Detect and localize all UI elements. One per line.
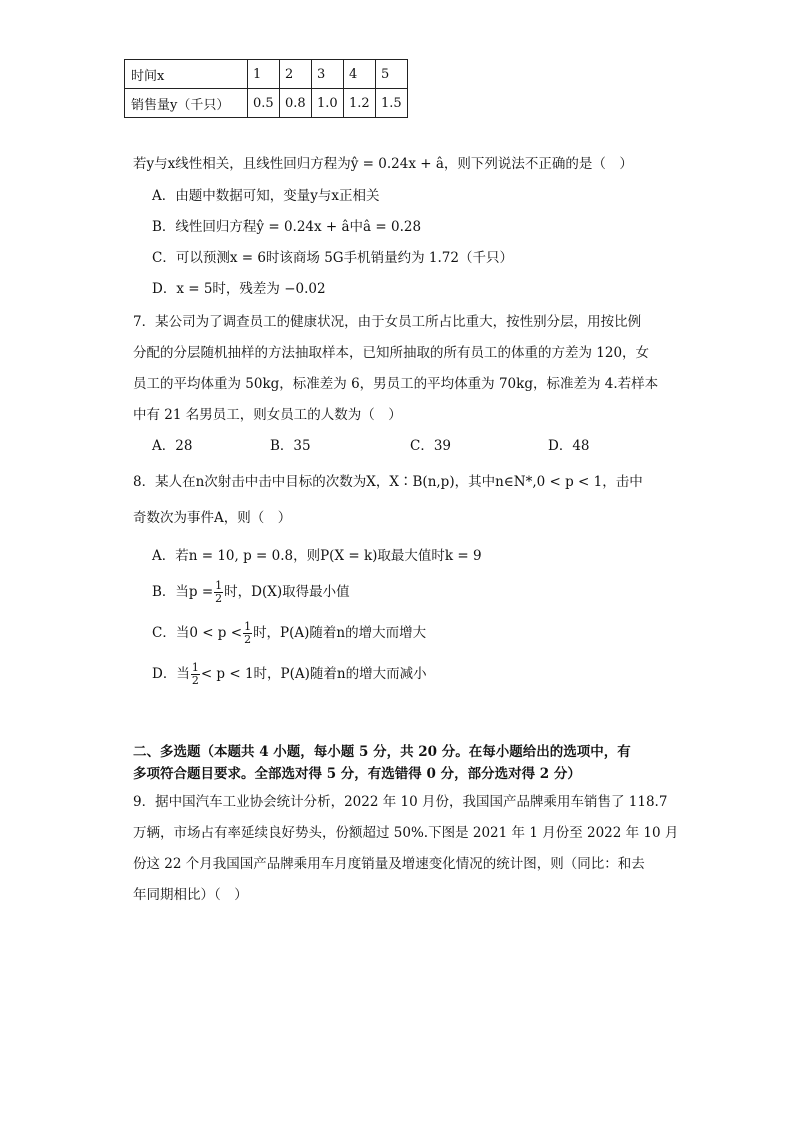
table-row <box>125 89 408 118</box>
q8-line-2: 奇数次为事件A，则（ ） <box>133 510 292 526</box>
q8-option-b-suffix: 时，D(X)取得最小值 <box>224 584 350 600</box>
q7-line-4: 中有 21 名男员工，则女员工的人数为（ ） <box>133 407 402 423</box>
q9-line-3: 份这 22 个月我国国产品牌乘用车月度销量及增速变化情况的统计图，则（同比：和去 <box>133 856 645 872</box>
q7-option-a: A．28 <box>152 438 193 454</box>
table-cell: 1.2 <box>344 89 376 118</box>
fraction-denominator: 2 <box>244 633 252 646</box>
table-cell: 0.5 <box>248 89 280 118</box>
table-cell: 1.5 <box>376 89 408 118</box>
table-cell: 1.0 <box>312 89 344 118</box>
q8-option-b-prefix: B．当p = <box>152 584 214 600</box>
table-cell: 1 <box>248 60 280 89</box>
q8-option-c-suffix: 时，P(A)随着n的增大而增大 <box>253 625 427 641</box>
q7-line-2: 分配的分层随机抽样的方法抽取样本，已知所抽取的所有员工的体重的方差为 120，女 <box>133 345 650 361</box>
fraction-denominator: 2 <box>191 674 199 687</box>
q9-line-4: 年同期相比）（ ） <box>133 887 248 903</box>
q7-option-c: C．39 <box>410 438 452 454</box>
table-header-cell: 销售量y（千只） <box>125 89 248 118</box>
table-cell: 2 <box>280 60 312 89</box>
q7-line-3: 员工的平均体重为 50kg，标准差为 6，男员工的平均体重为 70kg，标准差为 4.若样本 <box>133 376 659 392</box>
table-row <box>125 60 408 89</box>
table-cell: 3 <box>312 60 344 89</box>
section-heading-line-2: 多项符合题目要求。全部选对得 5 分，有选错得 0 分，部分选对得 2 分） <box>133 766 581 782</box>
q8-option-b <box>152 580 350 605</box>
q6-option-d: D．x = 5时，残差为 −0.02 <box>152 281 326 297</box>
table-header-cell: 时间x <box>125 60 248 89</box>
q6-option-c: C．可以预测x = 6时该商场 5G手机销量约为 1.72（千只） <box>152 250 513 266</box>
q7-option-b: B．35 <box>270 438 311 454</box>
fraction-denominator: 2 <box>215 592 223 605</box>
q9-line-1: 9．据中国汽车工业协会统计分析，2022 年 10 月份，我国国产品牌乘用车销售了 118.7 <box>133 794 668 810</box>
q6-stem: 若y与x线性相关，且线性回归方程为ŷ = 0.24x + â，则下列说法不正确的是（ ） <box>133 156 633 172</box>
fraction <box>243 621 252 646</box>
table-cell: 0.8 <box>280 89 312 118</box>
data-table <box>124 59 408 118</box>
fraction-numerator: 1 <box>215 579 223 592</box>
q6-option-b: B．线性回归方程ŷ = 0.24x + â中â = 0.28 <box>152 219 422 235</box>
fraction-numerator: 1 <box>191 661 199 674</box>
table-cell: 4 <box>344 60 376 89</box>
q9-line-2: 万辆，市场占有率延续良好势头，份额超过 50%.下图是 2021 年 1 月份至 2022 年 10 月 <box>133 825 679 841</box>
q8-option-d-suffix: < p < 1时，P(A)随着n的增大而减小 <box>200 666 427 682</box>
fraction <box>191 662 200 687</box>
table-cell: 5 <box>376 60 408 89</box>
q8-option-c <box>152 621 426 646</box>
fraction <box>214 580 223 605</box>
q8-line-1: 8．某人在n次射击中击中目标的次数为X，X∶B(n,p)，其中n∈N*,0 < p < 1，击中 <box>133 474 643 490</box>
q7-line-1: 7．某公司为了调查员工的健康状况，由于女员工所占比重大，按性别分层，用按比例 <box>133 314 642 330</box>
q6-option-a: A．由题中数据可知，变量y与x正相关 <box>152 188 380 204</box>
section-heading-line-1: 二、多选题（本题共 4 小题，每小题 5 分，共 20 分。在每小题给出的选项中，有 <box>133 744 631 760</box>
q8-option-d-prefix: D．当 <box>152 666 190 682</box>
fraction-numerator: 1 <box>244 620 252 633</box>
q7-option-d: D．48 <box>548 438 590 454</box>
q8-option-d <box>152 662 427 687</box>
q8-option-c-prefix: C．当0 < p < <box>152 625 243 641</box>
q8-option-a: A．若n = 10, p = 0.8，则P(X = k)取最大值时k = 9 <box>152 548 482 564</box>
